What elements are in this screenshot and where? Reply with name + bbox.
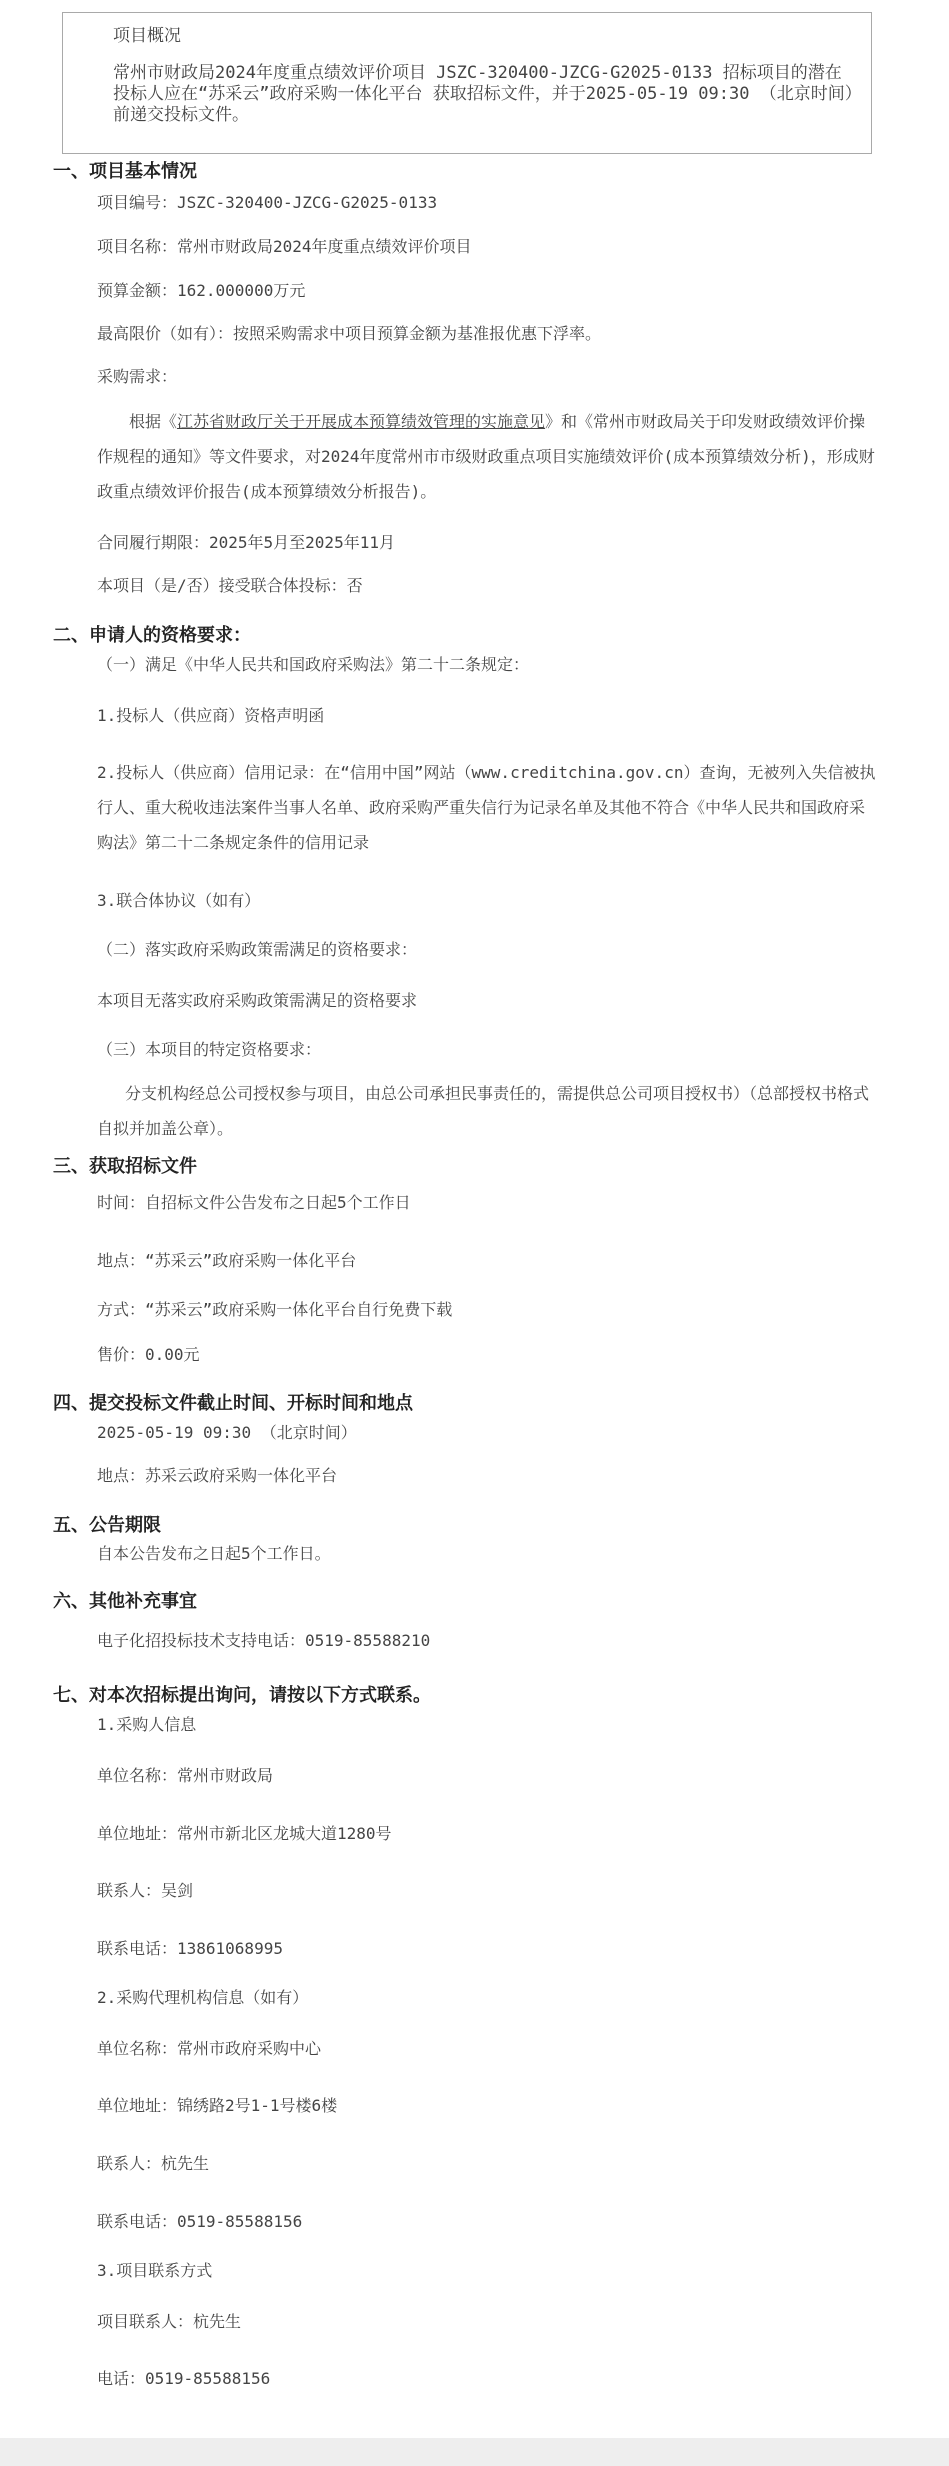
obtain-time: 时间：自招标文件公告发布之日起5个工作日 <box>97 1193 411 1212</box>
purchaser-contact: 联系人：吴剑 <box>97 1881 194 1900</box>
section5-heading: 五、公告期限 <box>53 1515 161 1536</box>
project-phone: 电话：0519-85588156 <box>97 2369 271 2388</box>
qualification-req2: （二）落实政府采购政策需满足的资格要求： <box>97 940 418 959</box>
section2-heading: 二、申请人的资格要求： <box>53 625 251 646</box>
purchaser-name: 单位名称：常州市财政局 <box>97 1766 274 1785</box>
obtain-price: 售价：0.00元 <box>97 1345 200 1364</box>
qualification-item2: 2.投标人（供应商）信用记录：在“信用中国”网站（www.creditchina.gov.cn）查询，无被列入失信被执行人、重大税收违法案件当事人名单、政府采购严重失信行为记录名单及其他不符合《中华人民共和国政府采购法》第二十二条规定条件的信用记录 <box>97 763 876 852</box>
section4-heading: 四、提交投标文件截止时间、开标时间和地点 <box>53 1393 413 1414</box>
purchaser-address: 单位地址：常州市新北区龙城大道1280号 <box>97 1824 392 1843</box>
requirement-text <box>97 404 877 509</box>
agency-name: 单位名称：常州市政府采购中心 <box>97 2039 322 2058</box>
support-phone: 电子化招投标技术支持电话：0519-85588210 <box>97 1631 431 1650</box>
purchaser-title: 1.采购人信息 <box>97 1715 197 1734</box>
section7-heading: 七、对本次招标提出询问，请按以下方式联系。 <box>53 1685 431 1706</box>
purchaser-phone: 联系电话：13861068995 <box>97 1939 283 1958</box>
max-price: 最高限价（如有）：按照采购需求中项目预算金额为基准报优惠下浮率。 <box>97 324 602 343</box>
obtain-method: 方式：“苏采云”政府采购一体化平台自行免费下载 <box>97 1300 453 1319</box>
agency-phone: 联系电话：0519-85588156 <box>97 2212 303 2231</box>
overview-body: 常州市财政局2024年度重点绩效评价项目 JSZC-320400-JZCG-G2025-0133 招标项目的潜在投标人应在“苏采云”政府采购一体化平台 获取招标文件，并于2025-05-19 09:30 （北京时间）前递交投标文件。 <box>113 63 854 125</box>
requirement-post: 》和《常州市财政局关于印发财政绩效评价操作规程的通知》等文件要求，对2024年度常州市市级财政重点项目实施绩效评价(成本预算绩效分析)，形成财政重点绩效评价报告(成本预算绩效分析报告)。 <box>97 412 875 501</box>
contract-period: 合同履行期限：2025年5月至2025年11月 <box>97 533 395 552</box>
section3-heading: 三、获取招标文件 <box>53 1156 197 1177</box>
project-name: 项目名称：常州市财政局2024年度重点绩效评价项目 <box>97 237 472 256</box>
overview-box <box>62 12 872 154</box>
agency-contact: 联系人：杭先生 <box>97 2154 210 2173</box>
notice-period: 自本公告发布之日起5个工作日。 <box>97 1544 331 1563</box>
budget-amount: 预算金额：162.000000万元 <box>97 281 306 300</box>
qualification-item3: 3.联合体协议（如有） <box>97 891 261 910</box>
requirement-link[interactable]: 江苏省财政厅关于开展成本预算绩效管理的实施意见 <box>177 412 546 431</box>
overview-title: 项目概况 <box>113 26 181 46</box>
qualification-item1: 1.投标人（供应商）资格声明函 <box>97 706 325 725</box>
qualification-req2-text: 本项目无落实政府采购政策需满足的资格要求 <box>97 991 418 1010</box>
opening-place: 地点：苏采云政府采购一体化平台 <box>97 1466 338 1485</box>
footer-bar <box>0 2438 949 2466</box>
qualification-req3: （三）本项目的特定资格要求： <box>97 1040 322 1059</box>
project-contact: 项目联系人：杭先生 <box>97 2312 242 2331</box>
requirement-pre: 根据《 <box>129 412 178 431</box>
section6-heading: 六、其他补充事宜 <box>53 1591 197 1612</box>
qualification-req1: （一）满足《中华人民共和国政府采购法》第二十二条规定： <box>97 655 530 674</box>
agency-address: 单位地址：锦绣路2号1-1号楼6楼 <box>97 2096 338 2115</box>
consortium: 本项目（是/否）接受联合体投标：否 <box>97 576 363 595</box>
requirement-label: 采购需求： <box>97 367 178 386</box>
qualification-req3-text: 分支机构经总公司授权参与项目，由总公司承担民事责任的，需提供总公司项目授权书）（总部授权书格式自拟并加盖公章）。 <box>97 1084 870 1138</box>
obtain-place: 地点：“苏采云”政府采购一体化平台 <box>97 1251 357 1270</box>
agency-title: 2.采购代理机构信息（如有） <box>97 1988 309 2007</box>
deadline-time: 2025-05-19 09:30 （北京时间） <box>97 1423 357 1442</box>
project-number: 项目编号：JSZC-320400-JZCG-G2025-0133 <box>97 193 438 212</box>
project-contact-title: 3.项目联系方式 <box>97 2261 213 2280</box>
section1-heading: 一、项目基本情况 <box>53 161 197 182</box>
